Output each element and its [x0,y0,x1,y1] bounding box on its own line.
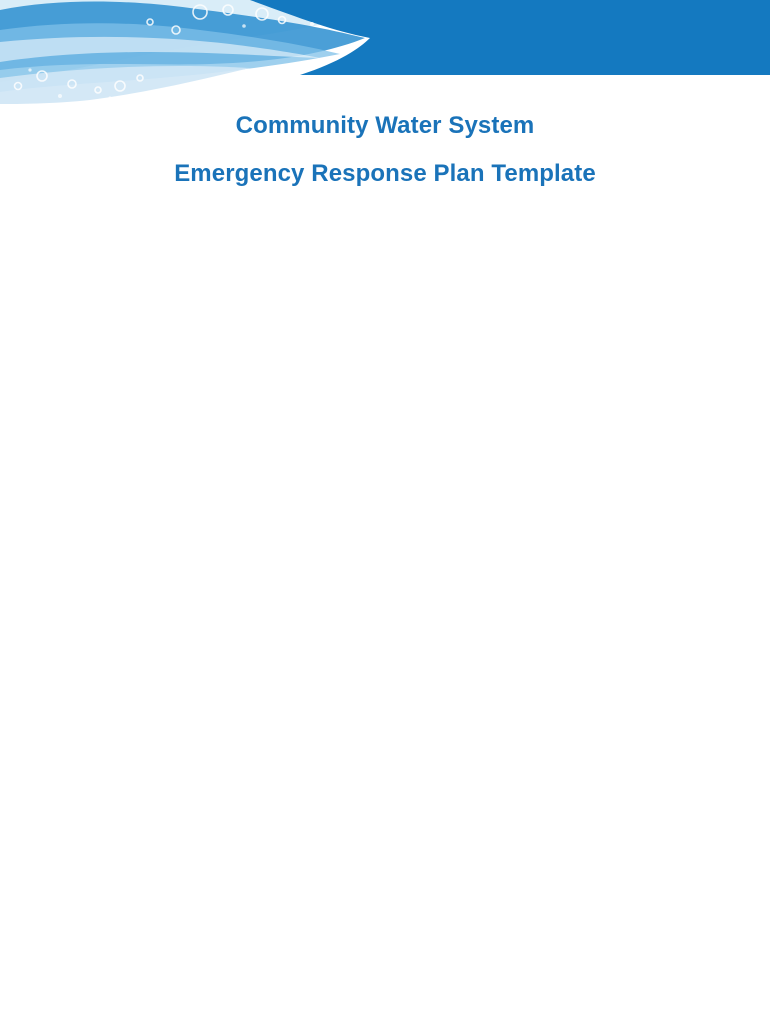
title-line-emergency-response-plan: Emergency Response Plan Template [174,160,596,187]
water-wave-graphic [0,0,770,110]
title-line-community-water-system: Community Water System [235,112,535,139]
document-title [0,112,770,188]
water-wave-banner [0,0,770,110]
